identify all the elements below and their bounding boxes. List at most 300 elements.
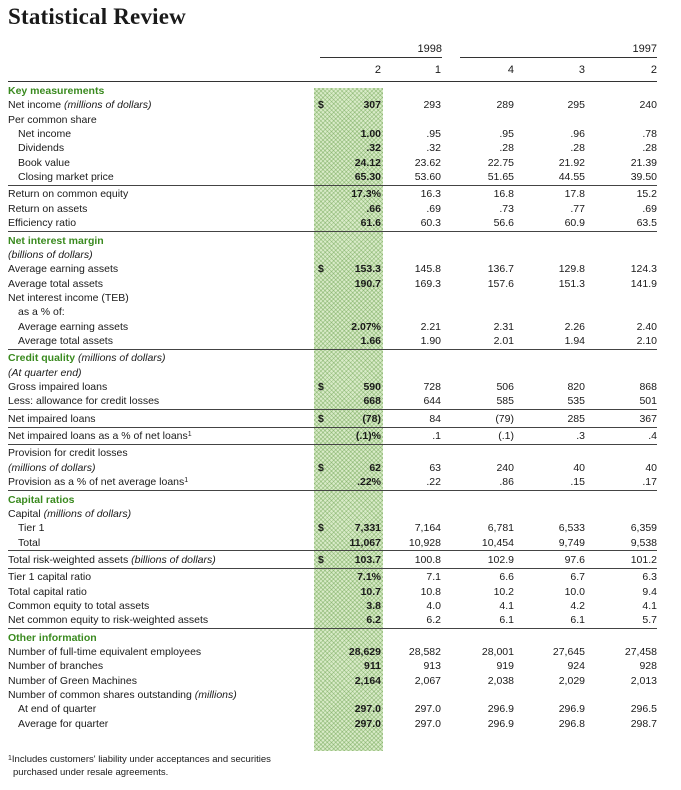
cell-value: 53.60: [414, 171, 441, 184]
table-row: [0, 599, 681, 613]
row-label-text: Number of Green Machines: [8, 674, 137, 687]
cell-value: 820: [567, 381, 585, 393]
row-label: [18, 305, 65, 319]
row-label-unit: (At quarter end): [8, 366, 82, 379]
cell-value: 102.9: [487, 553, 514, 566]
row-label: [8, 613, 208, 627]
cell-value: 535: [567, 395, 585, 408]
cell-value: 4.2: [570, 599, 585, 612]
row-label-text: Tier 1 capital ratio: [8, 571, 92, 584]
table-row: [0, 334, 681, 348]
table-row: [0, 536, 681, 550]
cell-value: 100.8: [414, 553, 441, 566]
cell-value: 44.55: [558, 171, 585, 184]
cell-value: .1: [432, 430, 441, 443]
cell-value: .66: [366, 202, 381, 215]
row-label: [18, 521, 44, 535]
cell-value: 129.8: [558, 263, 585, 276]
section-rule: [8, 349, 657, 350]
cell-value: 297.0: [414, 703, 441, 716]
row-label: [8, 202, 87, 216]
cell-value: 28,001: [481, 646, 514, 658]
currency-symbol: $: [318, 522, 324, 535]
cell-value: .28: [499, 142, 514, 155]
cell-value: 6.2: [426, 614, 441, 627]
row-label: [8, 187, 128, 201]
table-row: [0, 475, 681, 489]
page-title: Statistical Review: [8, 4, 186, 29]
section-heading-row: [0, 234, 681, 248]
row-label-text: Net income: [18, 128, 72, 140]
cell-value: 668: [363, 395, 381, 408]
cell-value: 2.01: [493, 335, 514, 347]
table-row: [0, 412, 681, 426]
table-row: [0, 291, 681, 305]
currency-symbol: $: [318, 381, 324, 393]
row-label-text: Average for quarter: [18, 717, 109, 730]
table-row: [0, 262, 681, 276]
cell-value: .69: [642, 202, 657, 215]
table-row: [0, 429, 681, 443]
cell-value: 7.1%: [357, 571, 381, 584]
cell-value: 501: [639, 395, 657, 408]
cell-value: .86: [499, 476, 514, 489]
cell-value: .78: [642, 128, 657, 140]
cell-value: 911: [364, 660, 381, 673]
table-row: [0, 394, 681, 408]
table-row: [0, 187, 681, 201]
cell-value: 190.7: [354, 277, 381, 290]
cell-value: 307: [363, 99, 381, 112]
cell-value: .77: [570, 202, 585, 215]
cell-value: (79): [495, 412, 514, 425]
table-row: [0, 366, 681, 380]
row-label-text: Average earning assets: [8, 263, 119, 276]
cell-value: 1.90: [420, 335, 441, 347]
cell-value: 296.5: [630, 703, 657, 716]
cell-value: 10.0: [564, 585, 585, 598]
section-rule: [8, 185, 657, 186]
cell-value: 1.66: [360, 335, 381, 347]
cell-value: 16.3: [420, 188, 441, 201]
cell-value: 23.62: [414, 156, 441, 169]
cell-value: .95: [499, 128, 514, 140]
row-label: [18, 320, 128, 334]
row-label-text: Net interest income (TEB): [8, 291, 129, 304]
row-label-text: Less: allowance for credit losses: [8, 395, 160, 408]
row-label: [8, 674, 137, 688]
cell-value: 4.1: [642, 599, 657, 612]
cell-value: 6.3: [642, 571, 657, 584]
cell-value: 11,067: [349, 536, 381, 549]
row-label-unit: (billions of dollars): [131, 553, 216, 566]
year-1998-label: 1998: [417, 43, 442, 55]
cell-value: 868: [639, 381, 657, 393]
currency-symbol: $: [318, 263, 324, 276]
cell-value: 296.8: [558, 717, 585, 730]
cell-value: .73: [499, 202, 514, 215]
cell-value: 10.8: [420, 585, 441, 598]
cell-value: 919: [496, 660, 514, 673]
footnote-marker: 1: [8, 755, 12, 762]
section-rule: [8, 568, 657, 569]
cell-value: 924: [567, 660, 585, 673]
row-label-text: Gross impaired loans: [8, 381, 108, 393]
table-row: [0, 202, 681, 216]
cell-value: 63: [429, 461, 441, 474]
row-label-text: Total: [18, 536, 41, 549]
cell-value: 27,458: [624, 646, 657, 658]
cell-value: 644: [423, 395, 441, 408]
section-heading: [8, 234, 104, 248]
cell-value: 1.94: [564, 335, 585, 347]
row-label-text: Average total assets: [8, 277, 103, 290]
cell-value: 285: [567, 412, 585, 425]
table-row: [0, 98, 681, 112]
cell-value: 2.40: [636, 320, 657, 333]
cell-value: 297.0: [414, 717, 441, 730]
cell-value: 124.3: [630, 263, 657, 276]
row-label: [8, 645, 201, 659]
row-label-text: At end of quarter: [18, 703, 97, 716]
cell-value: 15.2: [636, 188, 657, 201]
row-label: [18, 334, 113, 348]
cell-value: .15: [570, 476, 585, 489]
table-row: [0, 688, 681, 702]
cell-value: 296.9: [558, 703, 585, 716]
cell-value: .3: [576, 430, 585, 443]
cell-value: 2,013: [630, 674, 657, 687]
row-label-unit: (millions): [194, 689, 237, 701]
table-row: [0, 113, 681, 127]
row-label-text: Average total assets: [18, 335, 113, 347]
footnote-ref: 1: [187, 431, 192, 439]
cell-value: 9.4: [642, 585, 657, 598]
cell-value: 2.07%: [351, 320, 381, 333]
section-heading-row: [0, 351, 681, 365]
cell-value: 6.6: [499, 571, 514, 584]
row-label-unit: (billions of dollars): [8, 248, 93, 261]
cell-value: 506: [496, 381, 514, 393]
row-label-text: Total capital ratio: [8, 585, 87, 598]
row-label: [8, 461, 96, 475]
cell-value: (78): [362, 412, 381, 425]
currency-symbol: $: [318, 461, 324, 474]
row-label-text: Tier 1: [18, 522, 45, 535]
row-label-text: Number of branches: [8, 660, 104, 673]
row-label: [18, 536, 40, 550]
row-label-text: Net common equity to risk-weighted assets: [8, 614, 209, 627]
cell-value: 2,164: [354, 674, 381, 687]
row-label: [18, 717, 108, 731]
cell-value: .28: [570, 142, 585, 155]
cell-value: 17.8: [564, 188, 585, 201]
cell-value: 97.6: [564, 553, 585, 566]
section-rule: [8, 231, 657, 232]
cell-value: 585: [496, 395, 514, 408]
row-label: [8, 585, 87, 599]
row-label: [8, 599, 149, 613]
cell-value: .17: [642, 476, 657, 489]
table-row: [0, 659, 681, 673]
section-heading-row: [0, 493, 681, 507]
cell-value: 6.7: [570, 571, 585, 584]
cell-value: 2.26: [564, 320, 585, 333]
row-label: [8, 113, 97, 127]
section-heading: [8, 351, 166, 365]
row-label-text: Net impaired loans as a % of net loans: [8, 430, 188, 443]
cell-value: 6,359: [630, 522, 657, 535]
section-heading: [8, 631, 97, 645]
cell-value: 136.7: [487, 263, 514, 276]
row-label: [18, 702, 96, 716]
footnote-ref: 1: [184, 477, 189, 485]
table-row: [0, 717, 681, 731]
cell-value: .22: [426, 476, 441, 489]
row-label-unit: (millions of dollars): [43, 507, 132, 520]
cell-value: 296.9: [487, 717, 514, 730]
table-row: [0, 553, 681, 567]
row-label: [8, 277, 103, 291]
cell-value: 62: [369, 461, 381, 474]
cell-value: .32: [366, 142, 381, 155]
row-label: [8, 507, 131, 521]
cell-value: 9,749: [558, 536, 585, 549]
cell-value: 296.9: [487, 703, 514, 716]
cell-value: (.1)%: [355, 430, 381, 443]
cell-value: 590: [363, 381, 381, 393]
cell-value: 1.00: [360, 128, 381, 140]
row-label: [8, 553, 216, 567]
cell-value: 10.7: [360, 585, 381, 598]
row-label: [8, 659, 103, 673]
cell-value: 2.21: [420, 320, 441, 333]
cell-value: 61.6: [360, 217, 381, 230]
cell-value: 21.39: [630, 156, 657, 169]
cell-value: 60.9: [564, 217, 585, 230]
row-label: [8, 475, 188, 489]
row-label-text: Book value: [18, 156, 70, 169]
row-label-text: Return on common equity: [8, 188, 129, 201]
row-label: [8, 248, 93, 262]
row-label: [18, 127, 71, 141]
footnote-line-2: purchased under resale agreements.: [13, 767, 169, 778]
cell-value: 24.12: [354, 156, 381, 169]
cell-value: 728: [423, 381, 441, 393]
row-label-text: Capital ratios: [8, 493, 75, 506]
cell-value: 40: [645, 461, 657, 474]
cell-value: 27,645: [552, 646, 585, 658]
row-label-text: Key measurements: [8, 85, 105, 97]
row-label-text: Number of common shares outstanding: [8, 689, 195, 701]
row-label-text: Closing market price: [18, 171, 114, 184]
row-label: [8, 394, 159, 408]
cell-value: 51.65: [487, 171, 514, 184]
cell-value: 141.9: [630, 277, 657, 290]
section-rule: [8, 409, 657, 410]
row-label-text: Total risk-weighted assets: [8, 553, 132, 566]
row-label-unit: (millions of dollars): [8, 461, 96, 474]
cell-value: (.1): [498, 430, 514, 443]
cell-value: 151.3: [558, 277, 585, 290]
row-label: [8, 366, 82, 380]
cell-value: 9,538: [630, 536, 657, 549]
cell-value: 6.2: [366, 614, 381, 627]
cell-value: 297.0: [354, 703, 381, 716]
cell-value: 2.31: [493, 320, 514, 333]
cell-value: 103.7: [354, 553, 381, 566]
quarter-label: 2: [650, 64, 657, 76]
table-row: [0, 216, 681, 230]
cell-value: 10,454: [481, 536, 514, 549]
section-heading: [8, 493, 75, 507]
cell-value: 21.92: [558, 156, 585, 169]
row-label-text: Number of full-time equivalent employees: [8, 646, 202, 658]
table-row: [0, 521, 681, 535]
row-label: [8, 688, 237, 702]
footnote: [8, 753, 328, 779]
cell-value: 6,533: [558, 522, 585, 535]
currency-symbol: $: [318, 99, 324, 112]
cell-value: 2,029: [558, 674, 585, 687]
row-label: [18, 156, 70, 170]
row-label: [8, 380, 107, 394]
section-rule: [8, 490, 657, 491]
row-label-text: Net income: [8, 99, 65, 112]
cell-value: 298.7: [630, 717, 657, 730]
table-row: [0, 645, 681, 659]
row-label-text: Dividends: [18, 142, 65, 155]
row-label: [8, 291, 129, 305]
row-label-text: Average earning assets: [18, 320, 129, 333]
year-1997-label: 1997: [632, 43, 657, 55]
table-row: [0, 461, 681, 475]
cell-value: 28,629: [348, 646, 381, 658]
cell-value: 153.3: [354, 263, 381, 276]
cell-value: 293: [423, 99, 441, 112]
section-rule: [8, 444, 657, 445]
cell-value: 10.2: [493, 585, 514, 598]
table-row: [0, 305, 681, 319]
cell-value: 4.1: [499, 599, 514, 612]
currency-symbol: $: [318, 412, 324, 425]
table-row: [0, 585, 681, 599]
cell-value: 10,928: [408, 536, 441, 549]
row-label: [8, 262, 118, 276]
row-label-text: Credit quality: [8, 352, 79, 365]
table-row: [0, 248, 681, 262]
cell-value: 2.10: [636, 335, 657, 347]
table-row: [0, 446, 681, 460]
row-label-text: Other information: [8, 631, 97, 644]
table-row: [0, 702, 681, 716]
row-label-text: Net interest margin: [8, 234, 104, 247]
row-label-unit: (millions of dollars): [78, 352, 166, 365]
row-label: [18, 170, 114, 184]
footnote-line-1: Includes customers' liability under acceptances and securities: [11, 754, 271, 765]
cell-value: 16.8: [493, 188, 514, 201]
quarter-label: 2: [374, 64, 381, 76]
cell-value: 101.2: [630, 553, 657, 566]
cell-value: 157.6: [487, 277, 514, 290]
row-label-text: Efficiency ratio: [8, 217, 77, 230]
cell-value: 2,038: [487, 674, 514, 687]
section-heading-row: [0, 84, 681, 98]
cell-value: .69: [426, 202, 441, 215]
cell-value: 60.3: [420, 217, 441, 230]
table-row: [0, 613, 681, 627]
table-row: [0, 277, 681, 291]
row-label: [18, 141, 64, 155]
row-label: [8, 429, 192, 443]
row-label-text: Provision for credit losses: [8, 447, 128, 460]
row-label: [8, 570, 91, 584]
section-heading-row: [0, 631, 681, 645]
row-label-text: Provision as a % of net average loans: [8, 476, 185, 489]
cell-value: 5.7: [642, 614, 657, 627]
cell-value: .22%: [357, 476, 381, 489]
cell-value: 913: [423, 660, 441, 673]
section-rule: [8, 628, 657, 629]
table-row: [0, 380, 681, 394]
row-label-text: as a % of:: [18, 306, 65, 319]
row-label: [8, 446, 128, 460]
row-label: [8, 98, 152, 112]
cell-value: 145.8: [414, 263, 441, 276]
cell-value: 6.1: [570, 614, 585, 627]
row-label-text: Capital: [8, 507, 44, 520]
cell-value: 7,164: [414, 522, 441, 535]
table-row: [0, 320, 681, 334]
cell-value: 297.0: [354, 717, 381, 730]
section-heading: [8, 84, 104, 98]
cell-value: 39.50: [630, 171, 657, 184]
cell-value: 2,067: [414, 674, 441, 687]
row-label-unit: (millions of dollars): [64, 99, 152, 112]
cell-value: 367: [639, 412, 657, 425]
cell-value: .95: [426, 128, 441, 140]
row-label: [8, 412, 96, 426]
cell-value: 240: [496, 461, 514, 474]
cell-value: 56.6: [493, 217, 514, 230]
cell-value: 63.5: [636, 217, 657, 230]
quarter-label: 3: [578, 64, 585, 76]
row-label-text: Return on assets: [8, 202, 88, 215]
cell-value: 4.0: [426, 599, 441, 612]
cell-value: 928: [639, 660, 657, 673]
cell-value: 3.8: [366, 599, 381, 612]
cell-value: 6.1: [499, 614, 514, 627]
cell-value: .96: [570, 128, 585, 140]
table-row: [0, 156, 681, 170]
cell-value: 7,331: [354, 522, 381, 535]
cell-value: 40: [573, 461, 585, 474]
cell-value: 240: [639, 99, 657, 112]
table-row: [0, 170, 681, 184]
table-row: [0, 570, 681, 584]
table-row: [0, 141, 681, 155]
cell-value: 6,781: [487, 522, 514, 535]
cell-value: .32: [426, 142, 441, 155]
section-rule: [8, 550, 657, 551]
row-label: [8, 216, 76, 230]
cell-value: .28: [642, 142, 657, 155]
quarter-label: 1: [434, 64, 441, 76]
table-row: [0, 127, 681, 141]
row-label-text: Per common share: [8, 113, 97, 126]
cell-value: 84: [429, 412, 441, 425]
cell-value: 28,582: [408, 646, 441, 658]
